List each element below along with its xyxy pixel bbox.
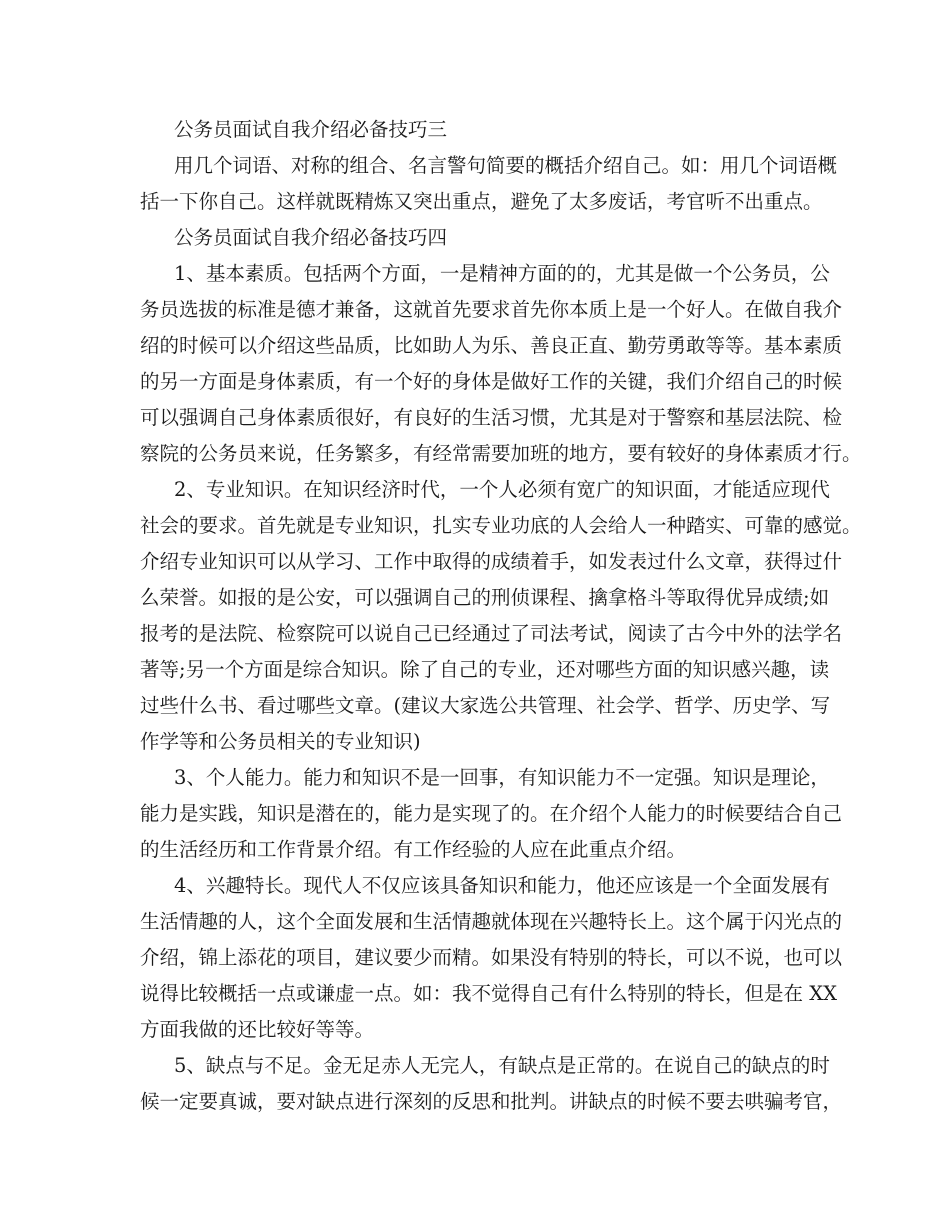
paragraph-line: 2、专业知识。在知识经济时代，一个人必须有宽广的知识面，才能适应现代 [174,478,830,501]
paragraph [140,760,843,868]
paragraph [140,868,843,1048]
paragraph [140,472,862,760]
paragraph-line: 过些什么书、看过哪些文章。(建议大家选公共管理、社会学、哲学、历史学、写 [140,694,831,717]
section-heading [140,112,824,148]
paragraph-line: 4、兴趣特长。现代人不仅应该具备知识和能力，他还应该是一个全面发展有 [174,874,830,897]
paragraph [140,148,838,220]
heading-text: 公务员面试自我介绍必备技巧四 [174,226,448,249]
paragraph-line: 生活情趣的人，这个全面发展和生活情趣就体现在兴趣特长上。这个属于闪光点的 [140,910,843,933]
paragraph-line: 说得比较概括一点或谦虚一点。如：我不觉得自己有什么特别的特长，但是在 XX [140,982,837,1005]
paragraph-line: 的生活经历和工作背景介绍。有工作经验的人应在此重点介绍。 [140,838,687,861]
paragraph-line: 作学等和公务员相关的专业知识) [140,730,421,753]
paragraph-line: 能力是实践，知识是潜在的，能力是实现了的。在介绍个人能力的时候要结合自己 [140,802,843,825]
paragraph-line: 候一定要真诚，要对缺点进行深刻的反思和批判。讲缺点的时候不要去哄骗考官， [140,1090,843,1113]
paragraph-line: 著等;另一个方面是综合知识。除了自己的专业，还对哪些方面的知识感兴趣，读 [140,658,830,681]
paragraph-line: 绍的时候可以介绍这些品质，比如助人为乐、善良正直、勤劳勇敢等等。基本素质 [140,334,843,357]
paragraph-line: 5、缺点与不足。金无足赤人无完人，有缺点是正常的。在说自己的缺点的时 [174,1054,830,1077]
paragraph-line: 可以强调自己身体素质很好，有良好的生活习惯，尤其是对于警察和基层法院、检 [140,406,843,429]
paragraph-line: 介绍，锦上添花的项目，建议要少而精。如果没有特别的特长，可以不说，也可以 [140,946,843,969]
section-heading [140,220,824,256]
paragraph-line: 1、基本素质。包括两个方面，一是精神方面的的，尤其是做一个公务员，公 [174,262,830,285]
paragraph-line: 的另一方面是身体素质，有一个好的身体是做好工作的关键，我们介绍自己的时候 [140,370,843,393]
paragraph-line: 3、个人能力。能力和知识不是一回事，有知识能力不一定强。知识是理论， [174,766,830,789]
paragraph-line: 括一下你自己。这样就既精炼又突出重点，避免了太多废话，考官听不出重点。 [140,190,823,213]
paragraph [140,256,862,472]
document-body [140,112,862,1120]
paragraph-line: 用几个词语、对称的组合、名言警句简要的概括介绍自己。如：用几个词语概 [174,154,838,177]
paragraph-line: 介绍专业知识可以从学习、工作中取得的成绩着手，如发表过什么文章，获得过什 [140,550,843,573]
paragraph-line: 方面我做的还比较好等等。 [140,1018,375,1041]
heading-text: 公务员面试自我介绍必备技巧三 [174,118,448,141]
paragraph-line: 社会的要求。首先就是专业知识，扎实专业功底的人会给人一种踏实、可靠的感觉。 [140,514,862,537]
paragraph-line: 报考的是法院、检察院可以说自己已经通过了司法考试，阅读了古今中外的法学名 [140,622,843,645]
paragraph-line: 么荣誉。如报的是公安，可以强调自己的刑侦课程、擒拿格斗等取得优异成绩;如 [140,586,830,609]
paragraph-line: 察院的公务员来说，任务繁多，有经常需要加班的地方，要有较好的身体素质才行。 [140,442,862,465]
paragraph-line: 务员选拔的标准是德才兼备，这就首先要求首先你本质上是一个好人。在做自我介 [140,298,843,321]
paragraph [140,1048,843,1120]
